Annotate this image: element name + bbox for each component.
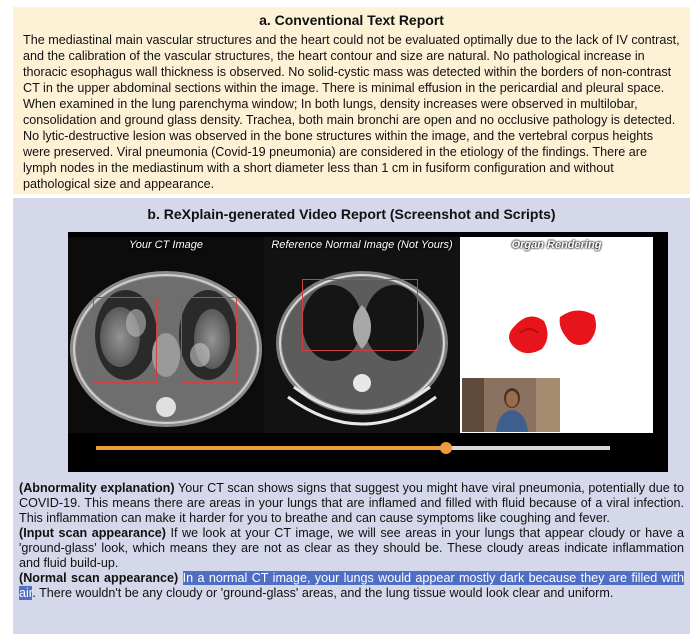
patient-ct-frame (68, 237, 264, 433)
reference-image-label: Reference Normal Image (Not Yours) (271, 239, 453, 251)
ct-abnormality-box-right-lung (93, 297, 157, 383)
ct-abnormality-box-left-lung (181, 297, 237, 383)
video-seekbar[interactable] (96, 446, 610, 450)
abnormality-heading: (Abnormality explanation) (19, 481, 175, 495)
video-player[interactable] (68, 232, 668, 472)
conventional-report-title: a. Conventional Text Report (259, 12, 444, 28)
seekbar-progress (96, 446, 446, 450)
normal-scan-highlight: In a normal CT image, your lungs would appear mostly dark because they are filled with air (19, 571, 685, 600)
normal-scan-script (19, 571, 684, 601)
input-scan-script (19, 526, 684, 571)
seekbar-handle[interactable] (440, 442, 452, 454)
video-report-panel (13, 198, 690, 634)
presenter-video-thumbnail (462, 378, 560, 432)
abnormality-script (19, 481, 684, 526)
presenter-icon (462, 378, 560, 432)
video-report-title: b. ReXplain-generated Video Report (Screenshot and Scripts) (147, 206, 556, 222)
organ-rendering-label: Organ Rendering (511, 239, 602, 251)
input-scan-text: If we look at your CT image, we will see areas in your lungs that appear cloudy or have a 'ground-glass' look, which means they are not as clear as they should be. These cloudy areas indicate inflammation and fluid build-up. (19, 526, 684, 570)
normal-scan-text: . There wouldn't be any cloudy or 'ground-glass' areas, and the lung tissue would look clear and uniform. (32, 586, 614, 600)
reference-ct-frame (264, 237, 460, 433)
reference-lung-box (302, 279, 418, 351)
input-scan-heading: (Input scan appearance) (19, 526, 166, 540)
video-scripts (19, 481, 684, 601)
abnormality-text: Your CT scan shows signs that suggest you might have viral pneumonia, potentially due to COVID-19. This means there are areas in your lungs that are inflamed and filled with fluid because of a viral infection. This inflammation can make it harder for you to breathe and can cause symptoms like coughing and fever. (19, 481, 684, 525)
conventional-report-panel (13, 7, 690, 194)
normal-scan-heading: (Normal scan appearance) (19, 571, 179, 585)
conventional-report-body: The mediastinal main vascular structures and the heart could not be evaluated optimally due to the lack of IV contrast, and the calibration of the vascular structures, the heart contour and size are natural. No pathological increase in thoracic esophagus wall thickness is observed. No solid-cystic mass was detected within the borders of non-contrast CT in the upper abdominal sections within the image. There is minimal effusion in the pericardial and pleural space. When examined in the lung parenchyma window; In both lungs, density increases were observed in multilobar, consolidation and ground glass density. Trachea, both main bronchi are open and no occlusive pathology is detected. No lytic-destructive lesion was observed in the bone structures within the image, and the vertebral corpus heights were preserved. Viral pneumonia (Covid-19 pneumonia) are considered in the etiology of the findings. There are lymph nodes in the mediastinum with a short diameter less than 1 cm in fusiform configuration and without pathological size and appearance. (23, 33, 680, 191)
ct-image-label: Your CT Image (129, 239, 203, 251)
